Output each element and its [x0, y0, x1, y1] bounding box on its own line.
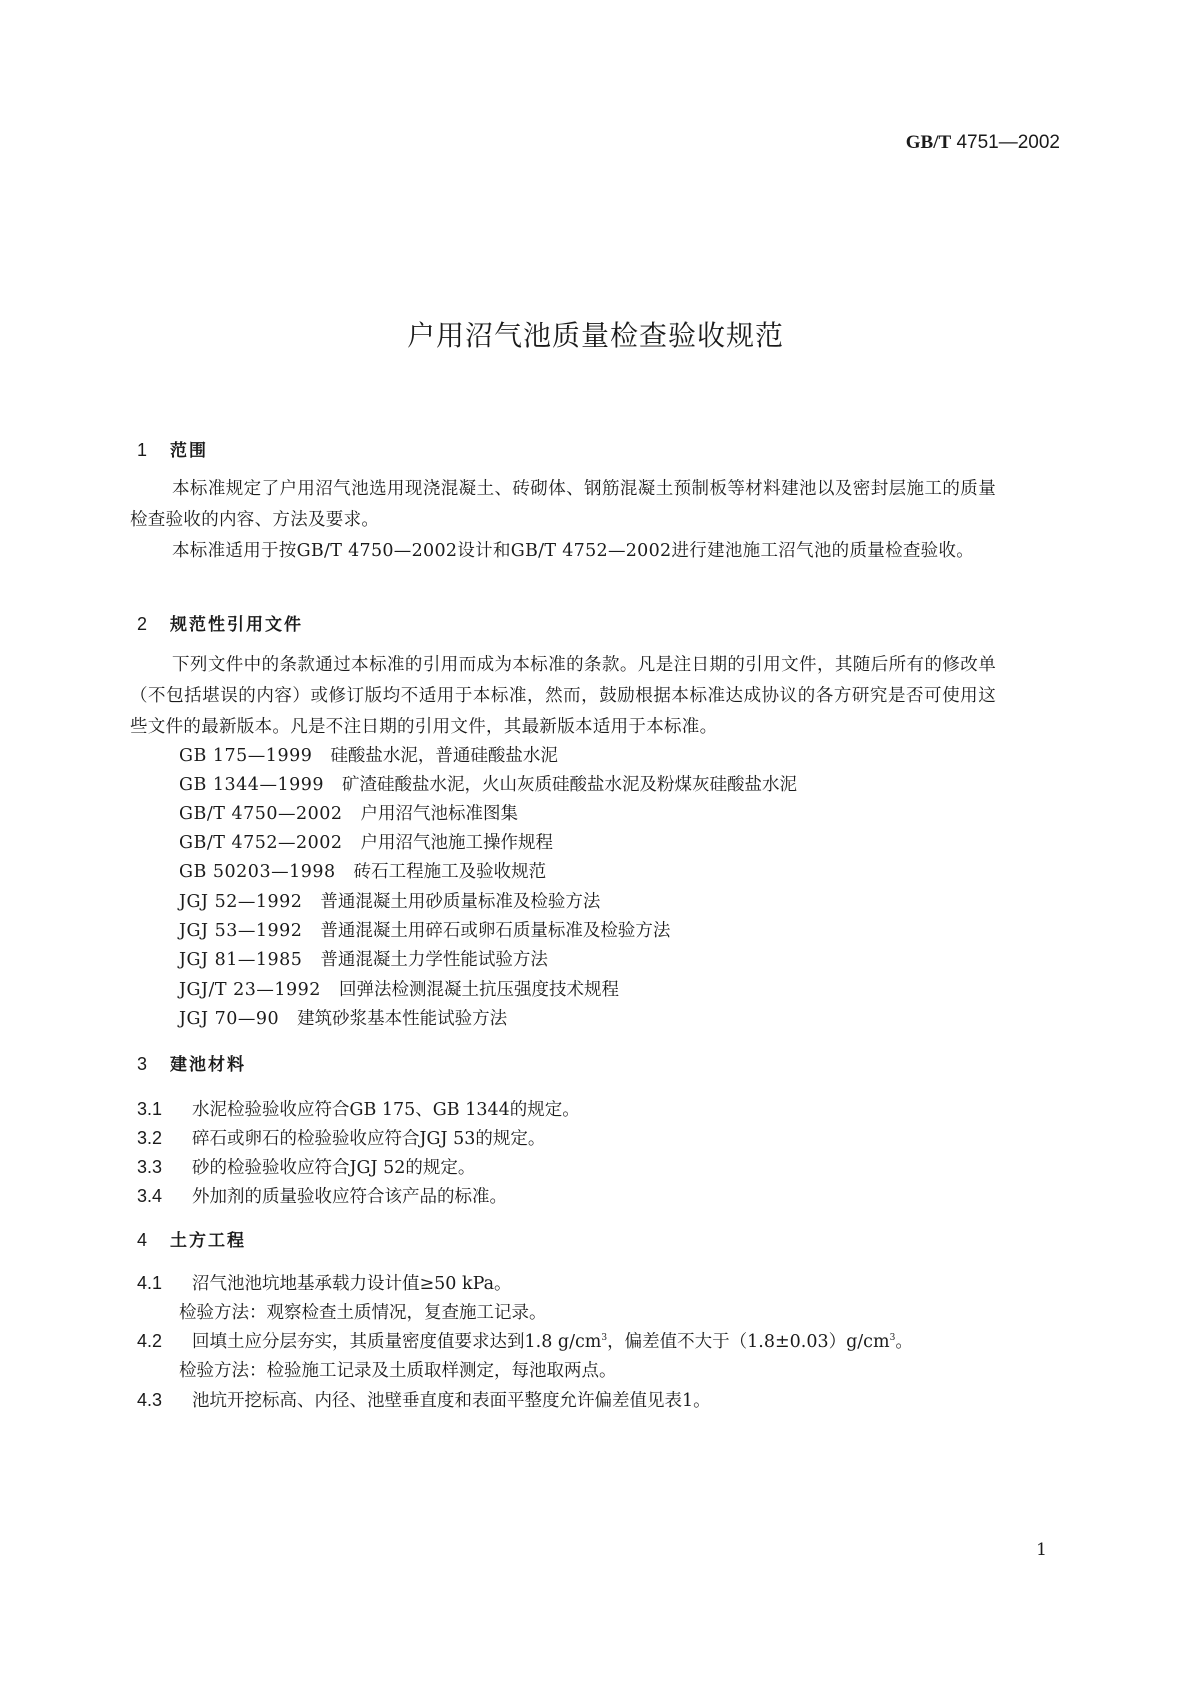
standard-code: GB/T 4751—2002	[905, 132, 1060, 153]
reference-item: JGJ 70—90 建筑砂浆基本性能试验方法	[179, 1009, 508, 1029]
inspection-method: 检验方法：检验施工记录及土质取样测定，每池取两点。	[179, 1361, 617, 1381]
section-1-heading: 1 范围	[137, 440, 208, 461]
inspection-method: 检验方法：观察检查土质情况，复查施工记录。	[179, 1303, 547, 1323]
reference-item: GB 50203—1998 砖石工程施工及验收规范	[179, 862, 547, 882]
section-2-para-1: 下列文件中的条款通过本标准的引用而成为本标准的条款。凡是注日期的引用文件，其随后所有的修改单（不包括堪误的内容）或修订版均不适用于本标准，然而，鼓励根据本标准达成协议的各方研究是否可使用这些文件的最新版本。凡是不注日期的引用文件，其最新版本适用于本标准。	[130, 655, 996, 737]
clause-3-4: 3.4 外加剂的质量验收应符合该产品的标准。	[137, 1186, 507, 1207]
section-2-heading: 2 规范性引用文件	[137, 614, 303, 635]
reference-item: GB/T 4752—2002 户用沼气池施工操作规程	[179, 833, 554, 853]
reference-item: JGJ 81—1985 普通混凝土力学性能试验方法	[179, 950, 548, 970]
clause-3-2: 3.2 碎石或卵石的检验验收应符合JGJ 53的规定。	[137, 1128, 546, 1149]
reference-item: JGJ/T 23—1992 回弹法检测混凝土抗压强度技术规程	[179, 980, 619, 1000]
section-3-heading: 3 建池材料	[137, 1054, 246, 1075]
section-1-para-1: 本标准规定了户用沼气池选用现浇混凝土、砖砌体、钢筋混凝土预制板等材料建池以及密封层施工的质量检查验收的内容、方法及要求。	[130, 479, 996, 530]
clause-3-3: 3.3 砂的检验验收应符合JGJ 52的规定。	[137, 1157, 476, 1178]
page-number: 1	[1036, 1540, 1047, 1560]
reference-item: GB 175—1999 硅酸盐水泥，普通硅酸盐水泥	[179, 746, 558, 766]
clause-4-3: 4.3 池坑开挖标高、内径、池壁垂直度和表面平整度允许偏差值见表1。	[137, 1390, 711, 1411]
reference-item: GB/T 4750—2002 户用沼气池标准图集	[179, 804, 519, 824]
clause-3-1: 3.1 水泥检验验收应符合GB 175、GB 1344的规定。	[137, 1099, 580, 1120]
section-1-para-2: 本标准适用于按GB/T 4750—2002设计和GB/T 4752—2002进行建池施工沼气池的质量检查验收。	[172, 541, 975, 561]
section-4-heading: 4 土方工程	[137, 1230, 246, 1251]
reference-item: JGJ 53—1992 普通混凝土用碎石或卵石质量标准及检验方法	[179, 921, 671, 941]
page-title: 户用沼气池质量检查验收规范	[406, 319, 784, 352]
reference-item: JGJ 52—1992 普通混凝土用砂质量标准及检验方法	[179, 892, 601, 912]
reference-item: GB 1344—1999 矿渣硅酸盐水泥，火山灰质硅酸盐水泥及粉煤灰硅酸盐水泥	[179, 775, 797, 795]
clause-4-1: 4.1 沼气池池坑地基承载力设计值≥50 kPa。	[137, 1273, 512, 1294]
clause-4-2: 4.2 回填土应分层夯实，其质量密度值要求达到1.8 $g/cm^3$，偏差值不大于$(1.8\pm 0.03)g/cm^3$。	[137, 1331, 913, 1352]
